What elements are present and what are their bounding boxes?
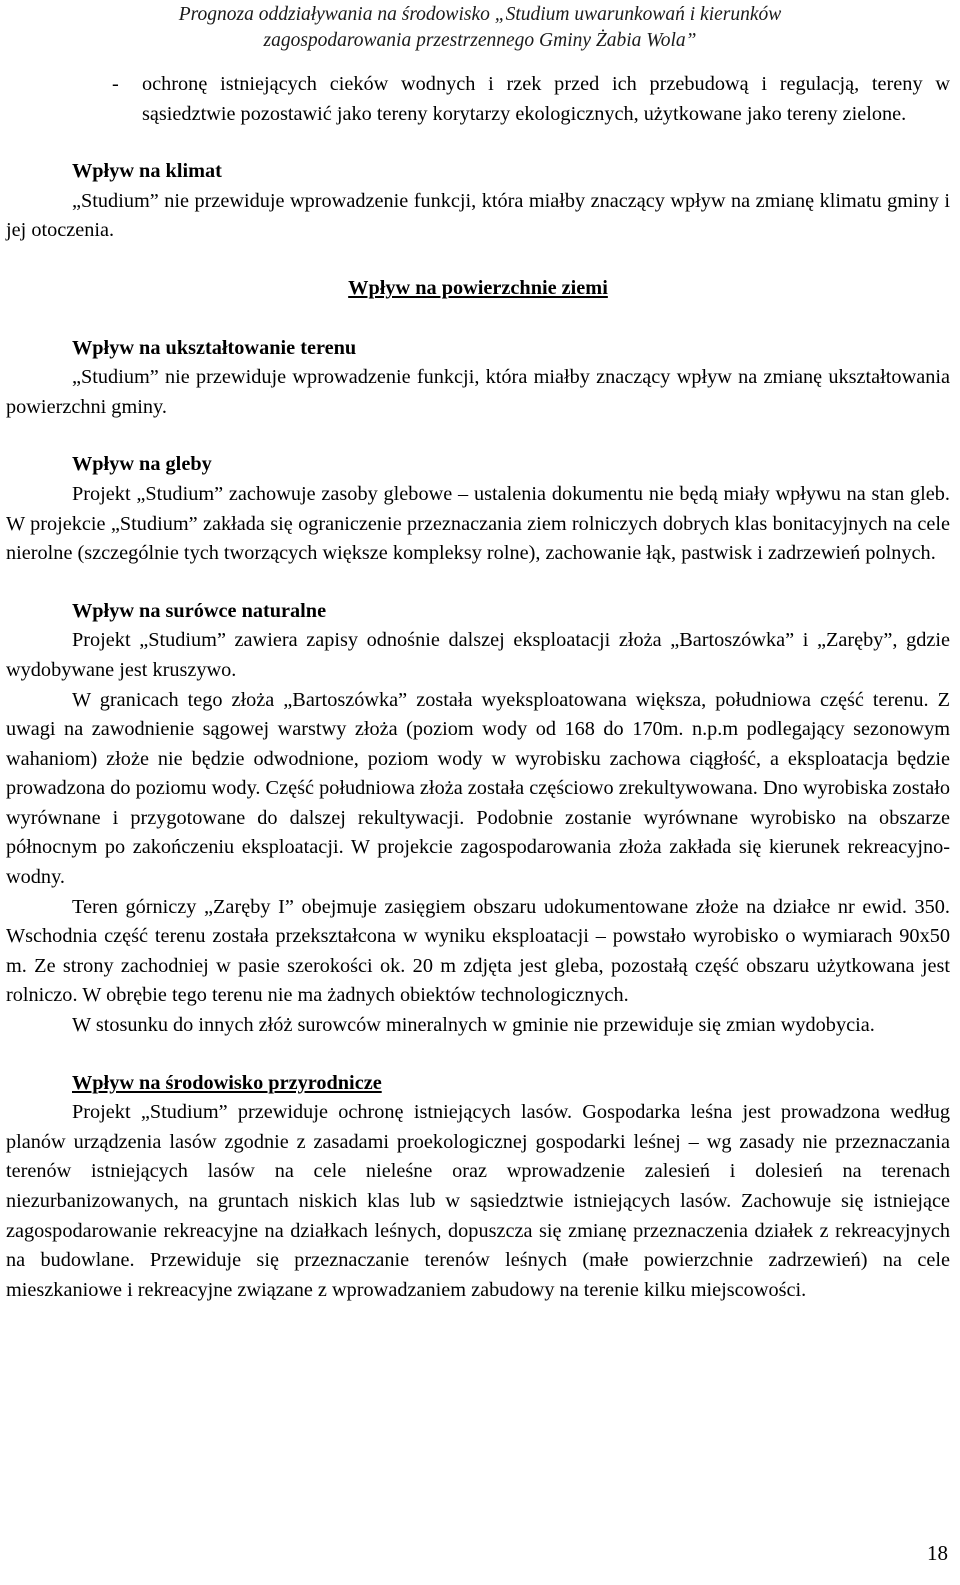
heading-klimat: Wpływ na klimat [72, 160, 222, 183]
heading-surowce: Wpływ na surówce naturalne [72, 599, 327, 622]
running-header [0, 2, 960, 54]
header-line-1: Prognoza oddziaływania na środowisko „Studium uwarunkowań i kierunków [178, 4, 782, 25]
paragraph-surowce-4: W stosunku do innych złóż surowców mineralnych w gminie nie przewiduje się zmian wydobycia. [72, 1014, 875, 1037]
paragraph-uksztaltowanie: „Studium” nie przewiduje wprowadzenie funkcji, która miałby znaczący wpływ na zmianę ukształtowania powierzchni gminy. [6, 366, 950, 418]
paragraph-surowce-2: W granicach tego złoża „Bartoszówka” została wyeksploatowana większa, południowa część terenu. Z uwagi na zawodnienie sągowej warstwy złoża (poziom wody od 168 do 170m. n.p.m podlegający sezonowym wahaniom) złoże nie będzie odwodnione, poziom wody w wyrobisku zachowa ciągłość, a eksploatacja będzie prowadzona do poziomu wody. Część południowa złoża została częściowo zrekultywowana. Dno wyrobiska zostało wyrównane i przygotowane do dalszej rekultywacji. Podobnie zostanie wyrównane wyrobisko na obszarze północnym po zakończeniu eksploatacji. W projekcie zagospodarowania złoża zakłada się kierunek rekreacyjno-wodny. [6, 688, 950, 889]
page-number: 18 [927, 1541, 948, 1565]
paragraph-gleby: Projekt „Studium” zachowuje zasoby glebowe – ustalenia dokumentu nie będą miały wpływu na stan gleb. W projekcie „Studium” zakłada się ograniczenie przeznaczania ziem rolniczych dobrych klas bonitacyjnych na cele nierolne (szczególnie tych tworzących większe kompleksy rolne), zachowanie łąk, pastwisk i zadrzewień polnych. [6, 482, 950, 565]
paragraph-surowce-3: Teren górniczy „Zaręby I” obejmuje zasięgiem obszaru udokumentowane złoże na działce nr ewid. 350. Wschodnia część terenu została przekształcona w wyniku eksploatacji – powstało wyrobisko o wymiarach 90x50 m. Ze strony zachodniej w pasie szerokości ok. 20 m zdjęta jest gleba, pozostałą część obszaru użytkowana jest rolniczo. W obrębie tego terenu nie ma żadnych obiektów technologicznych. [6, 895, 950, 1007]
paragraph-surowce-1: Projekt „Studium” zawiera zapisy odnośnie dalszej eksploatacji złoża „Bartoszówka” i „Zaręby”, gdzie wydobywane jest kruszywo. [6, 629, 950, 681]
body-text [6, 70, 950, 1305]
paragraph-klimat: „Studium” nie przewiduje wprowadzenie funkcji, która miałby znaczący wpływ na zmianę klimatu gminy i jej otoczenia. [6, 189, 950, 242]
paragraph-przyroda: Projekt „Studium” przewiduje ochronę istniejących lasów. Gospodarka leśna jest prowadzona według planów urządzenia lasów zgodnie z zasadami proekologicznej gospodarki leśnej – wg zasady nie przeznaczania terenów istniejących lasów na cele nieleśne oraz wprowadzenie zalesień i dolesień na terenach niezurbanizowanych, na gruntach niskich klas lub w sąsiedztwie istniejących lasów. Zachowuje się istniejące zagospodarowanie rekreacyjne na działkach leśnych, dopuszcza się zmianę przeznaczenia działek z rekreacyjnych na budowlane. Przewiduje się przeznaczanie terenów leśnych (małe powierzchnie zadrzewień) na cele mieszkaniowe i rekreacyjne związane z wprowadzaniem zabudowy na terenie kilku miejscowości. [6, 1101, 950, 1301]
bullet-item [6, 70, 950, 129]
heading-przyroda: Wpływ na środowisko przyrodnicze [72, 1071, 382, 1094]
header-line-2: zagospodarowania przestrzennego Gminy Żabia Wola” [263, 30, 697, 51]
bullet-text: ochronę istniejących cieków wodnych i rzek przed ich przebudową i regulacją, tereny w sąsiedztwie pozostawić jako tereny korytarzy ekologicznych, użytkowane jako tereny zielone. [142, 73, 950, 125]
heading-gleby: Wpływ na gleby [72, 453, 212, 476]
heading-powierzchnia: Wpływ na powierzchnie ziemi [348, 276, 608, 299]
bullet-marker: - [112, 73, 119, 95]
heading-uksztaltowanie: Wpływ na ukształtowanie terenu [72, 336, 357, 359]
